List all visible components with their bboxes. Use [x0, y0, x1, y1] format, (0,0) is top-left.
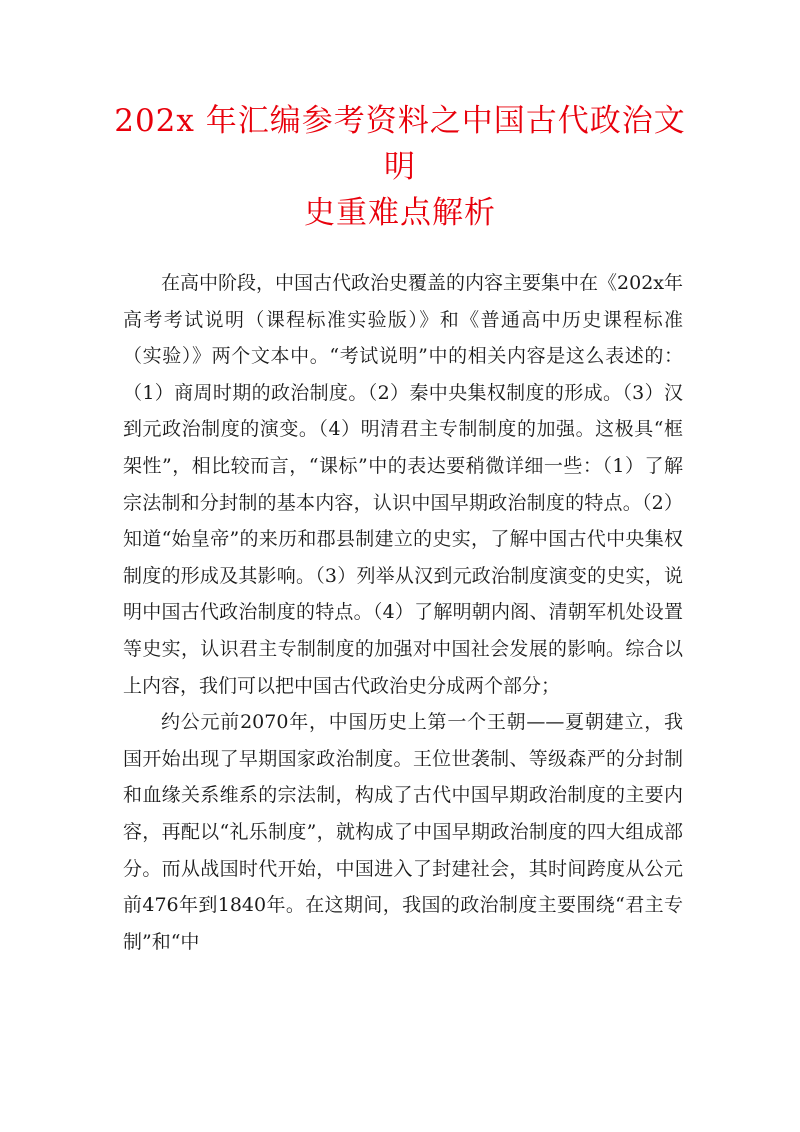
document-body — [123, 265, 683, 960]
title-line-2: 史重难点解析 — [304, 195, 496, 231]
document-title — [100, 98, 700, 236]
title-line-1: 202x 年汇编参考资料之中国古代政治文明 — [114, 103, 686, 185]
paragraph-1: 在高中阶段，中国古代政治史覆盖的内容主要集中在《202x年高考考试说明（课程标准实验版）》和《普通高中历史课程标准（实验）》两个文本中。“考试说明”中的相关内容是这么表述的：（1）商周时期的政治制度。（2）秦中央集权制度的形成。（3）汉到元政治制度的演变。（4）明清君主专制制度的加强。这极具“框架性”，相比较而言，“课标”中的表达要稍微详细一些：（1）了解宗法制和分封制的基本内容，认识中国早期政治制度的特点。（2）知道“始皇帝”的来历和郡县制建立的史实，了解中国古代中央集权制度的形成及其影响。（3）列举从汉到元政治制度演变的史实，说明中国古代政治制度的特点。（4）了解明朝内阁、清朝军机处设置等史实，认识君主专制制度的加强对中国社会发展的影响。综合以上内容，我们可以把中国古代政治史分成两个部分； — [123, 272, 683, 697]
paragraph-2: 约公元前2070年，中国历史上第一个王朝——夏朝建立，我国开始出现了早期国家政治制度。王位世袭制、等级森严的分封制和血缘关系维系的宗法制，构成了古代中国早期政治制度的主要内容，再配以“礼乐制度”，就构成了中国早期政治制度的四大组成部分。而从战国时代开始，中国进入了封建社会，其时间跨度从公元前476年到1840年。在这期间，我国的政治制度主要围绕“君主专制”和“中 — [123, 711, 683, 953]
